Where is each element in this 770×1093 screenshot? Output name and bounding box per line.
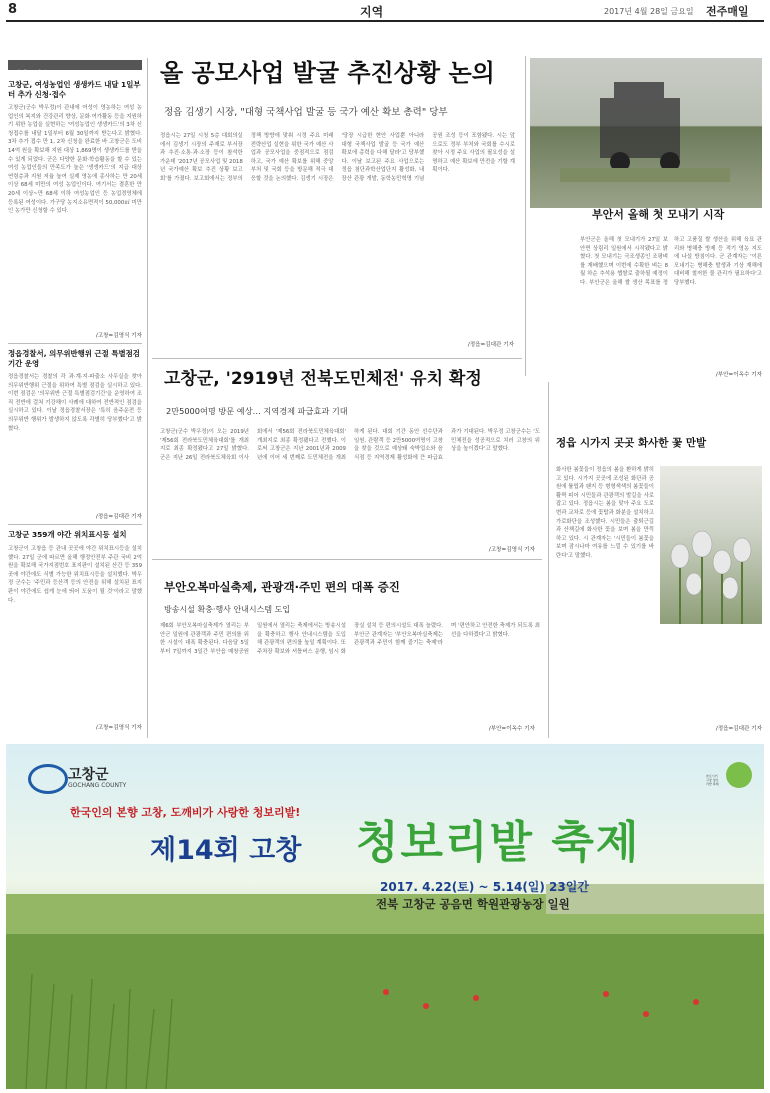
- section-divider: [152, 358, 522, 359]
- article-4-title: 정읍 시가지 곳곳 화사한 꽃 만발: [556, 437, 707, 449]
- article-1-title: 올 공모사업 발굴 추진상황 논의: [160, 59, 495, 87]
- article-2-byline: /고창=김영식 기자: [488, 547, 535, 553]
- sidebar-divider: [8, 524, 142, 525]
- tulip-image: [660, 466, 762, 624]
- photo-caption-body: 부안군은 올해 첫 모내기가 27일 보안면 상림리 일원에서 시작됐다고 밝혔다. 첫 모내기는 극조생종인 조평벼를 재배했으며 이번에 수확한 벼는 8월 하순 추석용 햅쌀로 출하될 예정이다. 부안군은 올해 쌀 생산 목표를 정하고 고품질 쌀 생산을 위해 육묘 관리와 병해충 방제 등 적기 영농 지도에 나설 방침이다. 군 관계자는 '이른 모내기는 병해충 발생과 기상 재해에 대비해 철저한 물 관리가 필요하다'고 당부했다.: [580, 237, 762, 286]
- section-divider: [152, 559, 542, 560]
- sidebar-divider: [8, 343, 142, 344]
- article-3-subtitle: 방송시설 확충·행사 안내시스템 도입: [164, 605, 291, 614]
- sidebar-item-3-byline: /고창=김영식 기자: [95, 725, 142, 731]
- column-rule: [147, 58, 148, 738]
- rice-planting-photo: [530, 58, 762, 208]
- header-rule: [6, 20, 764, 22]
- festival-name: 청보리밭 축제: [356, 817, 641, 868]
- slow-city-emblem-icon: [726, 762, 752, 788]
- column-rule: [548, 382, 549, 738]
- festival-edition: 제14회 고창: [150, 835, 302, 866]
- county-logo-icon: [28, 764, 68, 794]
- festival-venue: 전북 고창군 공음면 학원관광농장 일원: [376, 897, 570, 911]
- publisher-name: 전주매일: [706, 5, 749, 18]
- tractor-image: [530, 58, 762, 208]
- article-1-subtitle: 정읍 김생기 시장, "대형 국책사업 발굴 등 국가 예산 확보 총력" 당부: [164, 107, 448, 118]
- issue-date: 2017년 4월 28일 금요일: [604, 7, 694, 16]
- article-1-byline: /정읍=김대관 기자: [467, 342, 514, 348]
- sidebar-item-1-byline: /고창=김영식 기자: [95, 333, 142, 339]
- sidebar-tag-box: [8, 60, 142, 77]
- tulip-photo: [660, 466, 762, 624]
- article-3-title: 부안오복마실축제, 관광객·주민 편의 대폭 증진: [164, 580, 400, 594]
- festival-dates: 2017. 4.22(토) ~ 5.14(일) 23일간: [380, 880, 589, 894]
- barley-field-image: [6, 744, 764, 1089]
- sidebar-item-2-title: 정읍경찰서, 의무위반행위 근절 특별점검기간 운영: [8, 349, 140, 368]
- article-2-title: 고창군, '2919년 전북도민체전' 유치 확정: [164, 369, 482, 389]
- festival-slogan: 한국인의 본향 고창, 도깨비가 사랑한 청보리밭!: [70, 806, 301, 819]
- county-name: 고창군: [68, 767, 109, 783]
- sidebar-item-2-body: 정읍경찰서는 경찰의 각 과·계·지·파출소 사무실을 찾아 의무위반행위 근절을 위하여 특별 점검을 실시하고 있다. 이번 점검은 '의무위반 근절 특별점검기간'을 운영하여 조직 전반에 걸쳐 기강해이 사례에 대하여 전반적인 점검을 실시하고 있다. 이날 정읍경찰서장은 '특히 음주운전 등 의무위반 행위가 발생하지 않도록 각별히 당부했다'고 밝혔다.: [8, 374, 142, 432]
- festival-advertisement: [6, 744, 764, 1089]
- county-name-en: GOCHANG COUNTY: [68, 782, 127, 789]
- article-3-body: 제6회 부안오복마실축제가 열리는 부안군 일원에 관광객과 주민 편의를 위한 시설이 대폭 확충된다. 다음달 5일부터 7일까지 3일간 부안읍 매창공원 일원에서 열리는 축제에서는 방송시설을 확충하고 행사 안내시스템을 도입해 관광객의 편의를 높일 계획이다. 또 주차장 확보와 셔틀버스 운행, 임시 화장실 설치 등 편의시설도 대폭 늘렸다. 부안군 관계자는 '부안오복마실축제는 관광객과 주민이 함께 즐기는 축제'라며 '편안하고 안전한 축제가 되도록 최선을 다하겠다'고 밝혔다.: [160, 623, 540, 655]
- article-1-body: 정읍시는 27일 시청 5층 대회의실에서 김생기 시장의 주재로 부서장과 추진·소통·과·소장 등이 참석한 가운데 '2017년 공모사업 및 2018년 국가예산 확보 추진 상황 보고회'를 가졌다. 보고회에서는 정부의 정책 방향에 맞춰 시정 주요 미래 전략산업 실현을 위한 국가 예산 사업과 공모사업을 중점적으로 점검하고, 국가 예산 확보를 위해 중앙부처 및 국회 등을 방문해 적극 대응할 것을 논의했다. 김생기 시장은 '당장 시급한 현안 사업뿐 아니라 대형 국책사업 발굴 등 국가 예산 확보에 총력을 다해 달라'고 당부했다. 이날 보고된 주요 사업으로는 정읍 첨단과학산업단지 활성화, 내장산 관광 개발, 동학농민혁명 기념공원 조성 등이 포함됐다. 시는 앞으로도 정부 부처와 국회를 수시로 찾아 시정 주요 사업의 필요성을 설명하고 예산 확보에 만전을 기할 계획이다.: [160, 133, 515, 182]
- section-title: 지역: [360, 5, 384, 19]
- article-4-body: 화사한 봄꽃들이 정읍의 봄을 환하게 밝히고 있다. 시가지 곳곳에 조성된 화단과 공원에 튤립과 팬지 등 형형색색의 봄꽃들이 활짝 피어 시민들과 관광객의 발길을 사로잡고 있다. 정읍시는 봄을 맞아 주요 도로변과 교차로 등에 꽃탑과 화분을 설치하고 가로화단을 조성했다. 시민들은 출퇴근길과 산책길에 화사한 꽃을 보며 봄을 만끽하고 있다. 시 관계자는 '시민들이 봄꽃을 보며 잠시나마 여유를 느낄 수 있기를 바란다'고 말했다.: [556, 467, 654, 559]
- article-3-byline: /부안=이옥수 기자: [488, 726, 535, 732]
- article-2-subtitle: 2만5000여명 방문 예상… 지역경제 파급효과 기대: [166, 406, 348, 416]
- sidebar-item-3-title: 고창군 359개 야간 위치표시등 설치: [8, 530, 127, 539]
- sidebar-item-1-body: 고창군(군수 박우정)이 관내에 여성이 영농하는 여성 농업인의 복지와 건강관리 향상, 문화·여가활동 등을 지원하기 위한 농업을 실현하는 '여성농업인 생생카드'의 3차 신청접수를 내달 1일부터 6월 30일까지 받는다고 밝혔다. 3차 추가 접수 만 1, 2차 신청을 완료한 바 고창군은 도비 14억 원을 확보해 지원 대상 1,869명이 생생카드를 받을 수 있게 되었다. 군은 다양한 문화·학습활동을 할 수 있는 여성 농업인들의 만족도가 높은 '생생카드'의 지급 대상 연령층과 지원 저율 높여 실제 영농에 종사하는 만 20세 이상 68세 미만의 여성 농업인이다. 여기서는 결혼한 만 20세 이상~만 68세 이하 여성농업인 등 농업경영체에 등록된 여성이다. 가구당 농지소유면적이 50,000㎡ 미만인 농가만 신청할 수 있다.: [8, 105, 142, 215]
- photo-byline: /부안=이옥수 기자: [715, 372, 762, 378]
- column-rule: [525, 56, 526, 376]
- sidebar-tag: 지역 소식들: [14, 69, 48, 77]
- article-2-body: 고창군(군수 박우정)이 오는 2019년 '제56회 전라북도민체육대회'를 개최지로 최종 확정됐다고 27일 밝혔다. 군은 지난 26일 전라북도체육회 이사회에서 '제56회 전라북도민체육대회' 개최지로 최종 확정됐다고 전했다. 이로써 고창군은 지난 2001년과 2009년에 이어 세 번째로 도민체전을 개최하게 된다. 대회 기간 동안 선수단과 임원, 관람객 등 2만5000여명이 고창을 찾을 것으로 예상돼 숙박업소와 음식점 등 지역경제 활성화에 큰 파급효과가 기대된다. 박우정 고창군수는 '도민체전을 성공적으로 치러 고창의 위상을 높이겠다'고 말했다.: [160, 429, 540, 461]
- page-number: 8: [8, 2, 18, 17]
- sidebar-item-3-body: 고창군이 고창읍 등 관내 곳곳에 야간 위치표시등을 설치했다. 27일 군에 따르면 올해 행정안전부 주관 국비 2억 원을 확보해 국가지점번호 표지판이 설치된 산간 등 359곳에 야간에도 식별 가능한 위치표시등을 설치했다. 박우정 군수는 '주민과 등산객 등의 안전을 위해 설치된 표지판이 야간에도 쉽게 눈에 띄어 도움이 될 것'이라고 말했다.: [8, 546, 142, 604]
- article-4-byline: /정읍=김대관 기자: [715, 726, 762, 732]
- sidebar-item-2-byline: /정읍=김대관 기자: [95, 514, 142, 520]
- sidebar-item-1-title: 고창군, 여성농업인 생생카드 내달 1일부터 추가 신청·접수: [8, 80, 141, 99]
- slow-city-emblem-text: 슬로시티 고창 청보리밭 축제: [706, 774, 719, 786]
- photo-caption-title: 부안서 올해 첫 모내기 시작: [592, 208, 725, 221]
